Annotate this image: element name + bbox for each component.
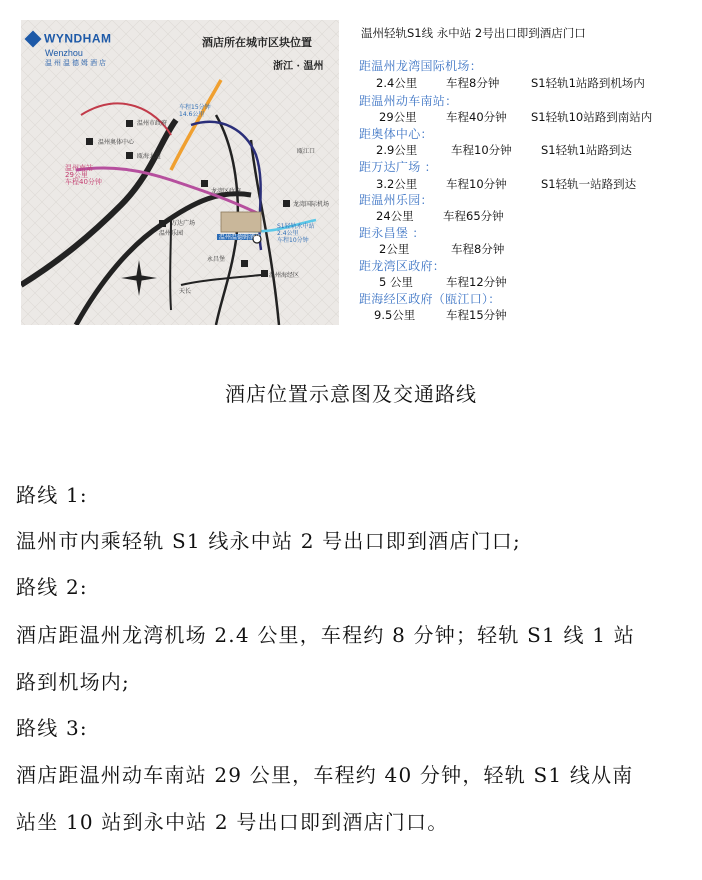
wyndham-logo-icon (25, 30, 42, 47)
dest-rail-info: S1轻轨10站路到南站内 (531, 110, 653, 124)
dest-distance: 5 公里 (379, 275, 413, 289)
dest-name: 距龙湾区政府： (359, 259, 446, 273)
poi-icon (241, 260, 248, 267)
route3-text-line2: 站坐 10 站到永中站 2 号出口即到酒店门口。 (16, 810, 449, 834)
map-label-airport: 龙湾国际机场 (293, 201, 330, 208)
hotel-building (221, 212, 261, 232)
dest-name: 距海经区政府（瓯江口）： (359, 292, 501, 306)
map-subtitle: 浙江 · 温州 (273, 61, 324, 72)
route2-text-line2: 路到机场内; (16, 670, 130, 694)
dest-drive-time: 车程10分钟 (446, 177, 507, 191)
dest-name: 距永昌堡 ： (359, 226, 425, 240)
map-label-hotel: 温州温德姆酒店 (219, 234, 262, 241)
brand-city: Wenzhou (45, 48, 83, 58)
dest-distance: 2.4公里 (376, 76, 418, 90)
dest-drive-time: 车程8分钟 (451, 242, 505, 256)
panel-title: 温州轻轨S1线 永中站 2号出口即到酒店门口 (361, 26, 586, 40)
route2-text-line1: 酒店距温州龙湾机场 2.4 公里，车程约 8 分钟；轻轨 S1 线 1 站 (16, 623, 635, 647)
dest-drive-time: 车程15分钟 (446, 308, 507, 322)
dest-drive-time: 车程40分钟 (446, 110, 507, 124)
dest-rail-info: S1轻轨1站路到达 (541, 143, 632, 157)
poi-icon (201, 180, 208, 187)
dest-distance: 2公里 (379, 242, 410, 256)
poi-icon (261, 270, 268, 277)
route3-text-line1: 酒店距温州动车南站 29 公里，车程约 40 分钟，轻轨 S1 线从南 (16, 763, 634, 787)
dest-drive-time: 车程12分钟 (446, 275, 507, 289)
dest-name: 距温州动车南站： (359, 94, 458, 108)
map-label-tiangan: 天长 (179, 288, 192, 295)
dest-rail-info: S1轻轨1站路到机场内 (531, 76, 645, 90)
map-label-olympic: 温州奥体中心 (98, 139, 135, 146)
dest-drive-time: 车程8分钟 (446, 76, 500, 90)
map-label-wanda: 万达广场 (171, 220, 196, 227)
poi-icon (126, 120, 133, 127)
route2-heading: 路线 2: (16, 575, 88, 599)
dest-rail-info: S1轻轨一站路到达 (541, 177, 637, 191)
figure-caption: 酒店位置示意图及交通路线 (225, 382, 477, 406)
wyndham-logo (27, 28, 112, 68)
map-label-jiangbin: 瓯海大道 (137, 153, 162, 160)
map-label-longwan-park: 瓯江口 (297, 148, 316, 155)
brand-cn: 温州温德姆酒店 (45, 59, 108, 67)
dest-distance: 24公里 (376, 209, 414, 223)
map-title: 酒店所在城市区块位置 (202, 36, 312, 49)
dest-name: 距万达广场 ： (359, 160, 437, 174)
dest-distance: 29公里 (379, 110, 417, 124)
route3-heading: 路线 3: (16, 716, 88, 740)
route1-text: 温州市内乘轻轨 S1 线永中站 2 号出口即到酒店门口; (16, 529, 521, 553)
dest-drive-time: 车程10分钟 (451, 143, 512, 157)
dest-drive-time: 车程65分钟 (443, 209, 504, 223)
poi-icon (126, 152, 133, 159)
map-label-wenzhou-park: 温州乐园 (159, 230, 184, 237)
dest-name: 距温州乐园： (359, 193, 433, 207)
dest-name: 距温州龙湾国际机场： (359, 59, 483, 73)
dest-distance: 2.9公里 (376, 143, 418, 157)
map-label-s1-station: S1轻轨永中站 2.4公里 车程10分钟 (277, 223, 315, 244)
map-label-gov: 温州市政府 (137, 120, 168, 127)
dest-name: 距奥体中心： (359, 127, 433, 141)
map-label-longwan-gov: 龙湾区政府 (211, 188, 242, 195)
airport-icon (283, 200, 290, 207)
dest-distance: 9.5公里 (374, 308, 416, 322)
map-label-haijing: 温州海经区 (269, 272, 300, 279)
map-label-south-station: 温州南站 29公里 车程40分钟 (65, 164, 102, 186)
dest-distance: 3.2公里 (376, 177, 418, 191)
hotel-location-map (21, 20, 339, 325)
map-label-yongchang: 永昌堡 (207, 256, 226, 263)
brand-name: WYNDHAM (44, 31, 112, 46)
poi-icon (86, 138, 93, 145)
map-label-road: 车程15分钟 14.6公里 (179, 104, 211, 118)
route1-heading: 路线 1: (16, 483, 88, 507)
poi-icon (159, 220, 166, 227)
